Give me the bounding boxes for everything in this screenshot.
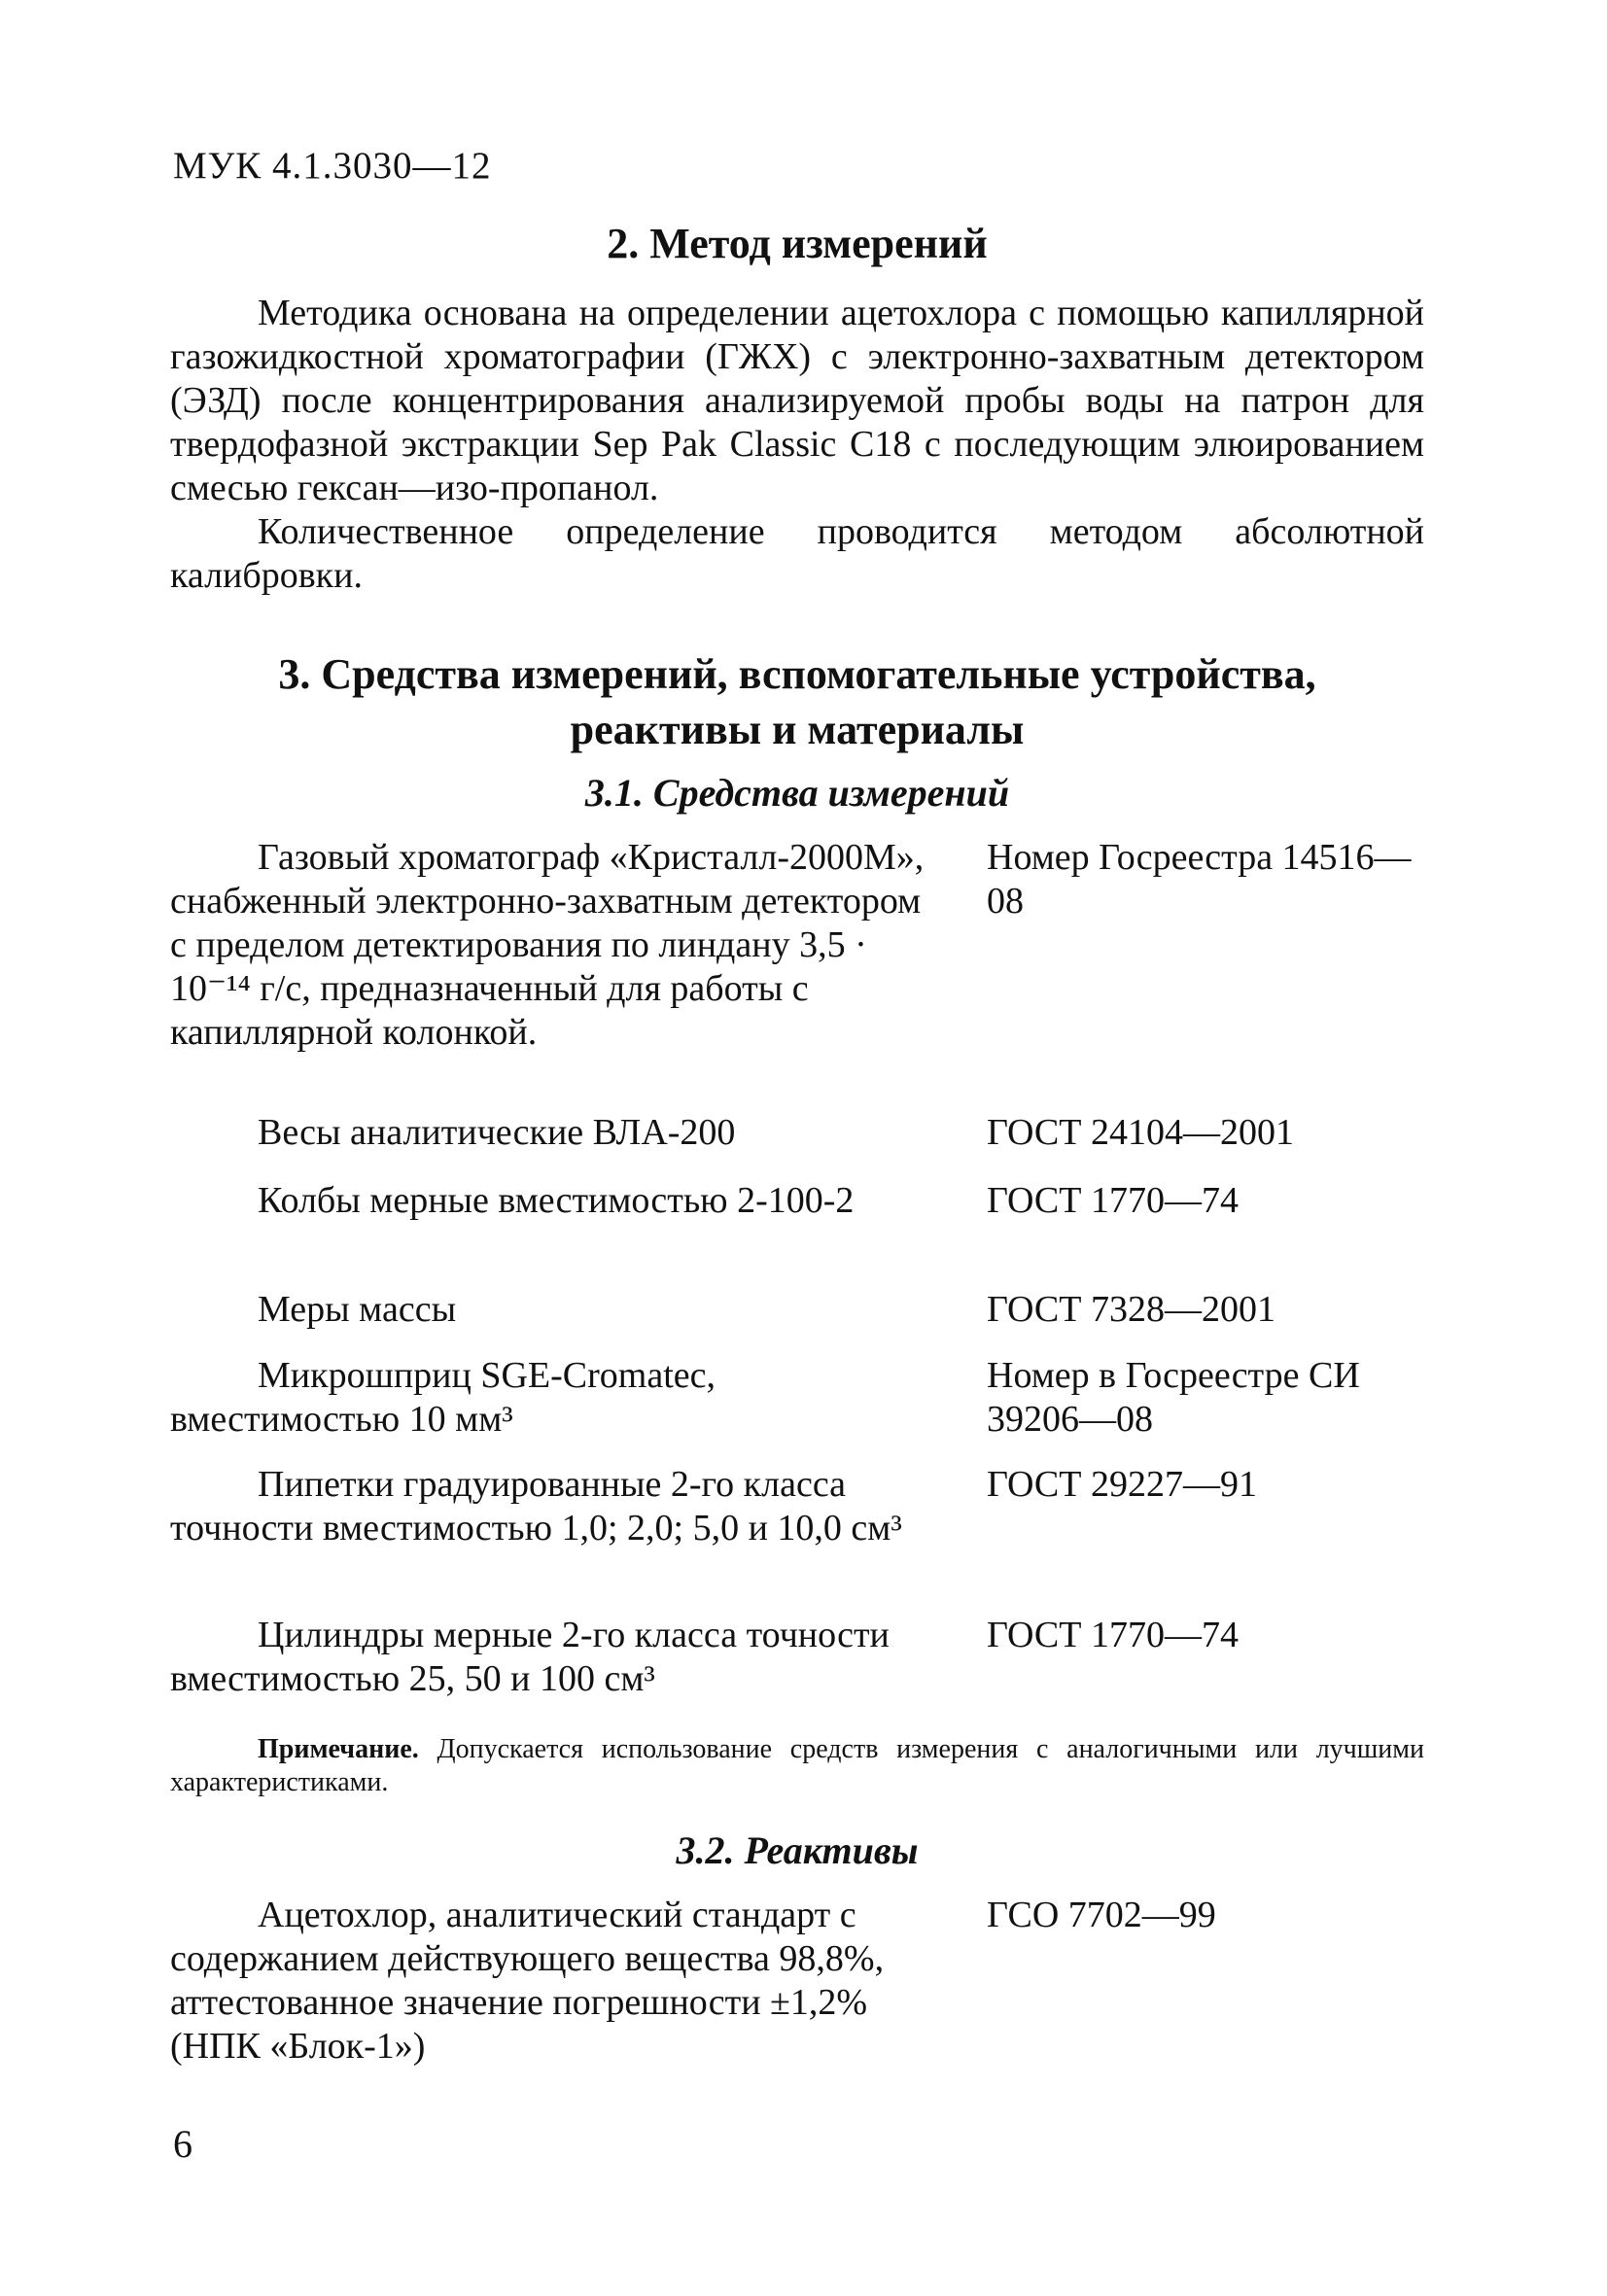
- page-number: 6: [173, 2122, 192, 2166]
- section-2-title: 2. Метод измерений: [607, 220, 988, 267]
- instrument-name: Цилиндры мерные 2-го класса точности вместимостью 25, 50 и 100 см³: [170, 1615, 890, 1699]
- note-label: Примечание.: [258, 1734, 419, 1764]
- instrument-name: Меры массы: [258, 1289, 457, 1330]
- instrument-reference: ГОСТ 24104—2001: [987, 1112, 1294, 1153]
- subsection-3-2-title: 3.2. Реактивы: [676, 1828, 919, 1872]
- instrument-name: Микрошприц SGE-Cromatec, вместимостью 10 мм³: [170, 1355, 716, 1440]
- instrument-reference: ГОСТ 29227—91: [987, 1464, 1257, 1505]
- instrument-name: Газовый хроматограф «Кристалл-2000М», снабженный электронно-захватным детектором с пределом детектирования по линдану 3,5 · 10⁻¹⁴ г/с, предназначенный для работы с капиллярной колонкой.: [170, 837, 925, 1053]
- section-2-paragraph-1: Методика основана на определении ацетохлора с помощью капиллярной газожидкостной хроматографии (ГЖХ) с электронно-захватным детектором (ЭЗД) после концентрирования анализируемой пробы воды на патрон для твердофазной экстракции Sep Pak Classic C18 с последующим элюированием смесью гексан—изо-пропанол.: [170, 293, 1424, 508]
- instrument-reference: Номер Госреестра 14516—08: [987, 837, 1412, 922]
- instrument-name: Колбы мерные вместимостью 2-100-2: [258, 1180, 855, 1221]
- instrument-reference: ГОСТ 1770—74: [987, 1180, 1239, 1221]
- subsection-3-1-title: 3.1. Средства измерений: [584, 771, 1010, 815]
- note: [170, 1733, 1424, 1799]
- instrument-reference: ГОСТ 1770—74: [987, 1615, 1239, 1655]
- instrument-name: Пипетки градуированные 2-го класса точности вместимостью 1,0; 2,0; 5,0 и 10,0 см³: [170, 1464, 902, 1548]
- document-code-header: МУК 4.1.3030—12: [173, 145, 492, 187]
- reagent-name: Ацетохлор, аналитический стандарт с содержанием действующего вещества 98,8%, аттестованное значение погрешности ±1,2% (НПК «Блок-1»): [170, 1895, 885, 2067]
- instrument-reference: ГОСТ 7328—2001: [987, 1289, 1275, 1330]
- section-2-paragraph-2: Количественное определение проводится методом абсолютной калибровки.: [170, 511, 1424, 596]
- section-3-title-line-2: реактивы и материалы: [570, 706, 1025, 753]
- instrument-name: Весы аналитические ВЛА-200: [258, 1112, 736, 1153]
- section-2-body: [170, 292, 1424, 598]
- note-text: Допускается использование средств измерения с аналогичными или лучшими характеристиками.: [170, 1734, 1424, 1797]
- instrument-reference: Номер в Госреестре СИ 39206—08: [987, 1355, 1360, 1440]
- reagent-reference: ГСО 7702—99: [987, 1895, 1216, 1935]
- section-3-title-line-1: 3. Средства измерений, вспомогательные устройства,: [278, 650, 1316, 698]
